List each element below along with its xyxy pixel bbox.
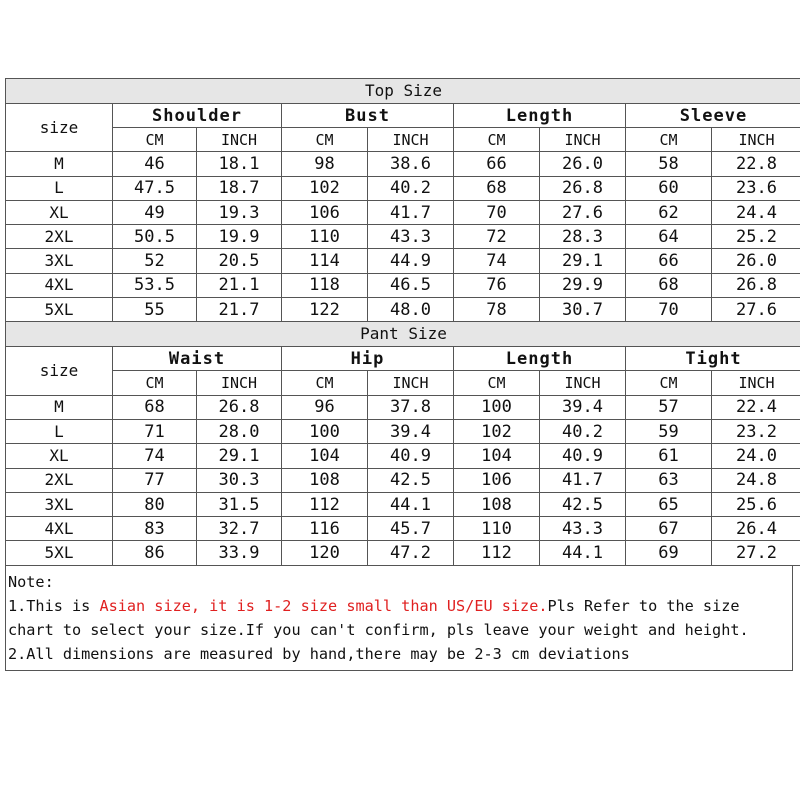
unit-cm-header: CM bbox=[113, 128, 197, 152]
measurement-cell: 39.4 bbox=[368, 419, 454, 443]
measurement-cell: 68 bbox=[113, 395, 197, 419]
measurement-cell: 42.5 bbox=[540, 492, 626, 516]
measurement-cell: 110 bbox=[454, 517, 540, 541]
measurement-cell: 45.7 bbox=[368, 517, 454, 541]
measurement-cell: 29.1 bbox=[197, 444, 282, 468]
measurement-cell: 66 bbox=[454, 152, 540, 176]
measurement-cell: 44.9 bbox=[368, 249, 454, 273]
unit-cm-header: CM bbox=[282, 371, 368, 395]
measurement-cell: 104 bbox=[454, 444, 540, 468]
measurement-cell: 24.0 bbox=[712, 444, 800, 468]
pant-size-group-header: Length bbox=[454, 347, 626, 371]
measurement-cell: 74 bbox=[113, 444, 197, 468]
pant-size-group-header-row bbox=[6, 347, 800, 371]
measurement-cell: 26.0 bbox=[540, 152, 626, 176]
measurement-cell: 47.5 bbox=[113, 176, 197, 200]
measurement-cell: 57 bbox=[626, 395, 712, 419]
size-chart bbox=[5, 78, 791, 671]
measurement-cell: 110 bbox=[282, 225, 368, 249]
measurement-cell: 70 bbox=[626, 298, 712, 322]
measurement-cell: 68 bbox=[454, 176, 540, 200]
measurement-cell: 100 bbox=[454, 395, 540, 419]
measurement-cell: 68 bbox=[626, 273, 712, 297]
measurement-cell: 18.7 bbox=[197, 176, 282, 200]
size-label: 3XL bbox=[6, 249, 113, 273]
measurement-cell: 22.8 bbox=[712, 152, 800, 176]
measurement-cell: 46 bbox=[113, 152, 197, 176]
size-label: XL bbox=[6, 200, 113, 224]
unit-inch-header: INCH bbox=[540, 128, 626, 152]
unit-cm-header: CM bbox=[282, 128, 368, 152]
measurement-cell: 98 bbox=[282, 152, 368, 176]
measurement-cell: 60 bbox=[626, 176, 712, 200]
measurement-cell: 24.4 bbox=[712, 200, 800, 224]
measurement-cell: 48.0 bbox=[368, 298, 454, 322]
size-label: 5XL bbox=[6, 298, 113, 322]
measurement-cell: 100 bbox=[282, 419, 368, 443]
measurement-cell: 26.8 bbox=[712, 273, 800, 297]
measurement-cell: 30.3 bbox=[197, 468, 282, 492]
measurement-cell: 28.0 bbox=[197, 419, 282, 443]
size-label: 5XL bbox=[6, 541, 113, 565]
top-size-group-header: Bust bbox=[282, 104, 454, 128]
measurement-cell: 30.7 bbox=[540, 298, 626, 322]
measurement-cell: 44.1 bbox=[368, 492, 454, 516]
unit-cm-header: CM bbox=[626, 128, 712, 152]
measurement-cell: 76 bbox=[454, 273, 540, 297]
unit-inch-header: INCH bbox=[712, 371, 800, 395]
table-row bbox=[6, 492, 800, 516]
table-row bbox=[6, 517, 800, 541]
measurement-cell: 40.2 bbox=[540, 419, 626, 443]
measurement-cell: 38.6 bbox=[368, 152, 454, 176]
size-label: L bbox=[6, 419, 113, 443]
measurement-cell: 102 bbox=[454, 419, 540, 443]
measurement-cell: 108 bbox=[454, 492, 540, 516]
measurement-cell: 104 bbox=[282, 444, 368, 468]
measurement-cell: 53.5 bbox=[113, 273, 197, 297]
measurement-cell: 112 bbox=[454, 541, 540, 565]
measurement-cell: 27.2 bbox=[712, 541, 800, 565]
measurement-cell: 26.4 bbox=[712, 517, 800, 541]
unit-cm-header: CM bbox=[626, 371, 712, 395]
table-row bbox=[6, 273, 800, 297]
notes-box bbox=[5, 566, 793, 671]
size-label: M bbox=[6, 152, 113, 176]
measurement-cell: 37.8 bbox=[368, 395, 454, 419]
measurement-cell: 70 bbox=[454, 200, 540, 224]
top-size-title: Top Size bbox=[6, 79, 800, 104]
measurement-cell: 64 bbox=[626, 225, 712, 249]
measurement-cell: 122 bbox=[282, 298, 368, 322]
table-row bbox=[6, 298, 800, 322]
measurement-cell: 24.8 bbox=[712, 468, 800, 492]
unit-cm-header: CM bbox=[113, 371, 197, 395]
measurement-cell: 44.1 bbox=[540, 541, 626, 565]
table-row bbox=[6, 395, 800, 419]
top-size-section bbox=[6, 79, 800, 322]
measurement-cell: 50.5 bbox=[113, 225, 197, 249]
measurement-cell: 72 bbox=[454, 225, 540, 249]
measurement-cell: 26.8 bbox=[197, 395, 282, 419]
top-size-group-header-row bbox=[6, 104, 800, 128]
top-size-unit-header-row bbox=[6, 128, 800, 152]
size-label: 2XL bbox=[6, 225, 113, 249]
measurement-cell: 23.6 bbox=[712, 176, 800, 200]
unit-inch-header: INCH bbox=[368, 371, 454, 395]
measurement-cell: 29.1 bbox=[540, 249, 626, 273]
measurement-cell: 118 bbox=[282, 273, 368, 297]
measurement-cell: 33.9 bbox=[197, 541, 282, 565]
measurement-cell: 27.6 bbox=[712, 298, 800, 322]
measurement-cell: 19.9 bbox=[197, 225, 282, 249]
measurement-cell: 108 bbox=[282, 468, 368, 492]
measurement-cell: 41.7 bbox=[540, 468, 626, 492]
measurement-cell: 78 bbox=[454, 298, 540, 322]
pant-size-group-header: Hip bbox=[282, 347, 454, 371]
measurement-cell: 52 bbox=[113, 249, 197, 273]
measurement-cell: 41.7 bbox=[368, 200, 454, 224]
measurement-cell: 31.5 bbox=[197, 492, 282, 516]
pant-size-section bbox=[6, 322, 800, 565]
measurement-cell: 106 bbox=[454, 468, 540, 492]
measurement-cell: 23.2 bbox=[712, 419, 800, 443]
top-size-group-header: Sleeve bbox=[626, 104, 800, 128]
measurement-cell: 120 bbox=[282, 541, 368, 565]
notes-line-1 bbox=[8, 594, 792, 618]
measurement-cell: 80 bbox=[113, 492, 197, 516]
top-size-group-header: Shoulder bbox=[113, 104, 282, 128]
measurement-cell: 96 bbox=[282, 395, 368, 419]
measurement-cell: 22.4 bbox=[712, 395, 800, 419]
asian-size-warning: Asian size, it is 1-2 size small than US/EU size. bbox=[99, 596, 548, 615]
notes-line-1-suffix: Pls Refer to the size bbox=[547, 596, 740, 615]
size-label: 3XL bbox=[6, 492, 113, 516]
measurement-cell: 61 bbox=[626, 444, 712, 468]
measurement-cell: 26.8 bbox=[540, 176, 626, 200]
measurement-cell: 116 bbox=[282, 517, 368, 541]
unit-cm-header: CM bbox=[454, 128, 540, 152]
pant-size-group-header: Waist bbox=[113, 347, 282, 371]
pant-size-group-header: Tight bbox=[626, 347, 800, 371]
measurement-cell: 39.4 bbox=[540, 395, 626, 419]
measurement-cell: 106 bbox=[282, 200, 368, 224]
measurement-cell: 43.3 bbox=[368, 225, 454, 249]
measurement-cell: 28.3 bbox=[540, 225, 626, 249]
pant-size-unit-header-row bbox=[6, 371, 800, 395]
size-label: XL bbox=[6, 444, 113, 468]
measurement-cell: 42.5 bbox=[368, 468, 454, 492]
measurement-cell: 102 bbox=[282, 176, 368, 200]
measurement-cell: 55 bbox=[113, 298, 197, 322]
top-size-group-header: Length bbox=[454, 104, 626, 128]
unit-inch-header: INCH bbox=[540, 371, 626, 395]
size-label: 4XL bbox=[6, 273, 113, 297]
size-label: L bbox=[6, 176, 113, 200]
size-label: 4XL bbox=[6, 517, 113, 541]
notes-line-2: chart to select your size.If you can't confirm, pls leave your weight and height. bbox=[8, 620, 749, 639]
table-row bbox=[6, 468, 800, 492]
unit-inch-header: INCH bbox=[197, 128, 282, 152]
measurement-cell: 65 bbox=[626, 492, 712, 516]
measurement-cell: 21.7 bbox=[197, 298, 282, 322]
unit-inch-header: INCH bbox=[712, 128, 800, 152]
table-row bbox=[6, 444, 800, 468]
notes-heading: Note: bbox=[8, 572, 54, 591]
measurement-cell: 27.6 bbox=[540, 200, 626, 224]
measurement-cell: 46.5 bbox=[368, 273, 454, 297]
measurement-cell: 20.5 bbox=[197, 249, 282, 273]
measurement-cell: 40.2 bbox=[368, 176, 454, 200]
pant-size-title: Pant Size bbox=[6, 322, 800, 347]
measurement-cell: 29.9 bbox=[540, 273, 626, 297]
measurement-cell: 40.9 bbox=[368, 444, 454, 468]
measurement-cell: 26.0 bbox=[712, 249, 800, 273]
top-size-title-row bbox=[6, 79, 800, 104]
table-row bbox=[6, 176, 800, 200]
measurement-cell: 19.3 bbox=[197, 200, 282, 224]
measurement-cell: 59 bbox=[626, 419, 712, 443]
top-size-size-header: size bbox=[6, 104, 113, 152]
measurement-cell: 74 bbox=[454, 249, 540, 273]
table-row bbox=[6, 225, 800, 249]
pant-size-title-row bbox=[6, 322, 800, 347]
measurement-cell: 25.6 bbox=[712, 492, 800, 516]
notes-line-3: 2.All dimensions are measured by hand,there may be 2-3 cm deviations bbox=[8, 644, 630, 663]
table-row bbox=[6, 419, 800, 443]
measurement-cell: 21.1 bbox=[197, 273, 282, 297]
table-row bbox=[6, 541, 800, 565]
unit-inch-header: INCH bbox=[368, 128, 454, 152]
measurement-cell: 66 bbox=[626, 249, 712, 273]
measurement-cell: 25.2 bbox=[712, 225, 800, 249]
measurement-cell: 62 bbox=[626, 200, 712, 224]
measurement-cell: 69 bbox=[626, 541, 712, 565]
measurement-cell: 18.1 bbox=[197, 152, 282, 176]
measurement-cell: 43.3 bbox=[540, 517, 626, 541]
size-table bbox=[5, 78, 800, 566]
table-row bbox=[6, 200, 800, 224]
measurement-cell: 77 bbox=[113, 468, 197, 492]
measurement-cell: 47.2 bbox=[368, 541, 454, 565]
measurement-cell: 58 bbox=[626, 152, 712, 176]
measurement-cell: 49 bbox=[113, 200, 197, 224]
measurement-cell: 112 bbox=[282, 492, 368, 516]
unit-cm-header: CM bbox=[454, 371, 540, 395]
measurement-cell: 86 bbox=[113, 541, 197, 565]
measurement-cell: 63 bbox=[626, 468, 712, 492]
size-label: M bbox=[6, 395, 113, 419]
table-row bbox=[6, 152, 800, 176]
pant-size-size-header: size bbox=[6, 347, 113, 395]
size-label: 2XL bbox=[6, 468, 113, 492]
measurement-cell: 114 bbox=[282, 249, 368, 273]
measurement-cell: 32.7 bbox=[197, 517, 282, 541]
measurement-cell: 67 bbox=[626, 517, 712, 541]
table-row bbox=[6, 249, 800, 273]
measurement-cell: 40.9 bbox=[540, 444, 626, 468]
measurement-cell: 71 bbox=[113, 419, 197, 443]
unit-inch-header: INCH bbox=[197, 371, 282, 395]
notes-line-1-prefix: 1.This is bbox=[8, 596, 100, 615]
measurement-cell: 83 bbox=[113, 517, 197, 541]
